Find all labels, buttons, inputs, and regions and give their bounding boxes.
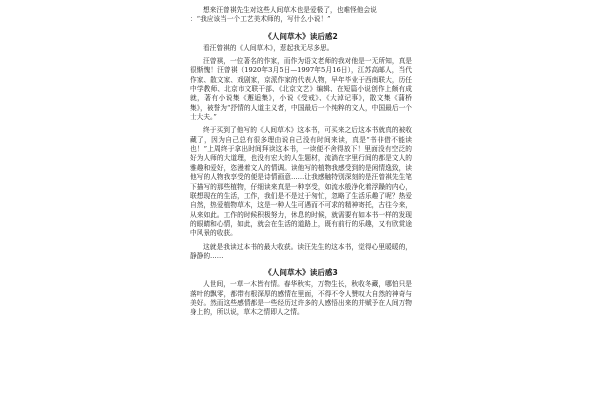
section-3-title: 《人间草木》读后感3 bbox=[264, 268, 338, 278]
document-page bbox=[190, 6, 412, 398]
section-2-paragraph-2: 汪曾祺，一位著名的作家，而作为语文老师的我对他是一无所知，真是很惭愧！汪曾祺（1920年3月5日—1997年5月16日），江苏高邮人，当代作家、散文家、戏剧家，京派作家的代表人物，早年毕业于西南联大，历任中学教师、北京市文联干部、《北京文艺》编辑、在短篇小说创作上颇有成就，著有小说集《邂逅集》，小说《受戒》、《大淖记事》，散文集《蒲桥集》，被誉为“抒情的人道主义者，中国最后一个纯粹的文人，中国最后一个士大夫。” bbox=[190, 57, 412, 122]
section-3-paragraph-1: 人世间，一草一木皆有情。春华秋实，万物生长，秋收冬藏，哪怕只是落叶的飘零，都带有根深厚的感情在里面，不得不令人赞叹大自然的神奇与美好。然而这些感情都是一些经历过许多的人感悟出来的并赋予在人间万物身上的，所以说，草木之情即人之情。 bbox=[190, 280, 412, 317]
section-2-paragraph-4: 这就是我读过本书的最大收获。读汪先生的这本书，觉得心里暖暖的，静静的…… bbox=[190, 242, 412, 260]
section-2-title: 《人间草木》读后感2 bbox=[264, 31, 338, 41]
section-2-paragraph-3: 终于买到了他写的《人间草木》这本书，可买来之后这本书就真的被收藏了，因为自己总有很多理由说自己没有时间来读，真是“书非借不能读也！”上周终于拿出时间拜读这本书，一读便不舍得放下！里面没有空泛的好为人师的大道理，也没有宏大的人生题材，流淌在字里行间的都是文人的雅趣和爱好，恣漫着文人的情调。读他写的植物我感受到的是闲情逸致，读他写的人物我享受的便是诗情画意……让我感触特别深刻的是汪曾祺先生笔下描写的那些植物，仔细读来真是一种享受，如流水般净化着浮躁的内心，联想现在的生活，工作，我们是不是过于匆忙，忽略了生活乐趣了呢？热爱自然，热爱植物草木，这是一种人生可遇而不可求的精神寄托，古往今来，从来如此。工作的时候积极努力，休息的时候，就需要有如本书一样的发现的眼睛和心情，如此，就会在生活的道路上，既有前行的乐趣，又有欣赏途中风景的收获。 bbox=[190, 126, 412, 238]
section-2-paragraph-1: 看汪曾祺的《人间草木》，惹起我无尽多思。 bbox=[203, 43, 334, 52]
intro-line-1: 想来汪曾祺先生对这些人间草木也是爱极了，也难怪他会说 bbox=[203, 6, 377, 14]
intro-line-2: ：“我应该当一个工艺美术师的，写什么小说！” bbox=[190, 15, 331, 24]
